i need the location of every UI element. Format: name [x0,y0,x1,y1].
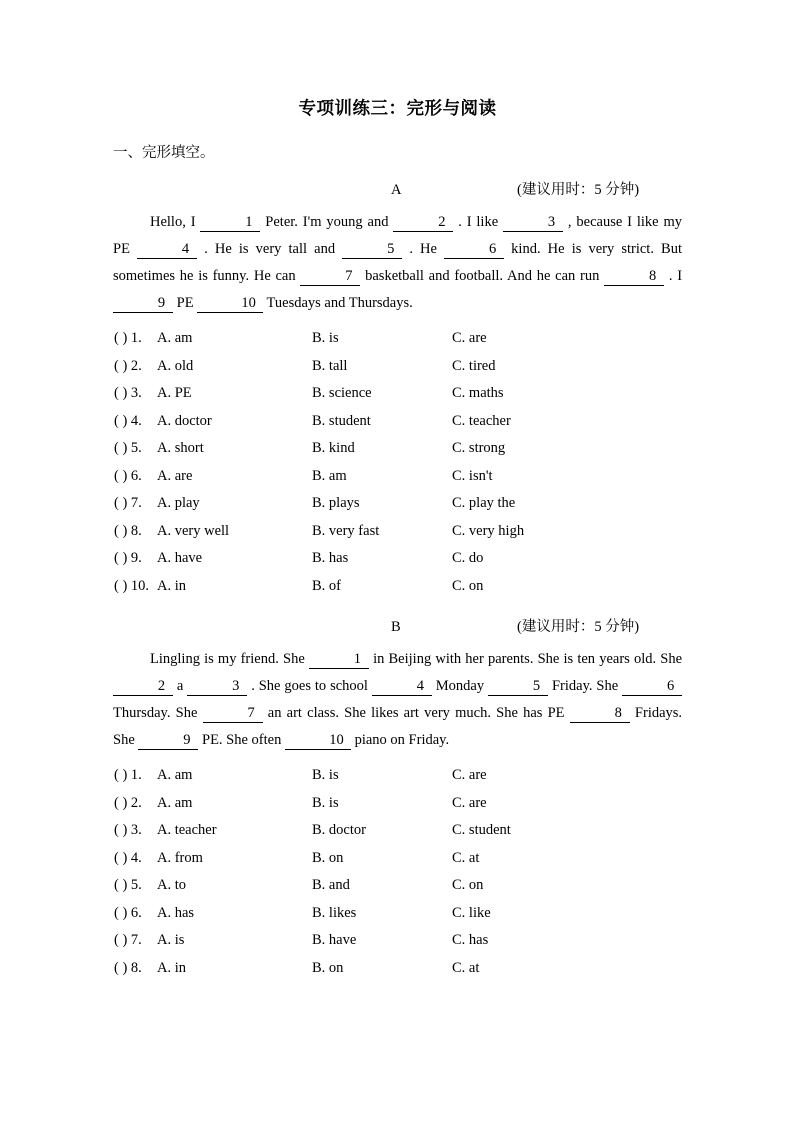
answer-blank-9[interactable]: 9 [113,295,173,313]
part-header-b [113,614,682,641]
option-a[interactable]: A. is [157,932,185,948]
option-b[interactable]: B. is [312,330,339,346]
option-c[interactable]: C. are [452,794,487,811]
answer-bracket[interactable]: ( ) 3. [114,822,142,838]
answer-bracket[interactable]: ( ) 8. [114,522,142,539]
question-row [113,463,682,491]
option-b[interactable]: B. has [312,550,349,566]
answer-blank-8[interactable]: 8 [570,705,630,723]
option-c[interactable]: C. teacher [452,412,511,429]
option-b[interactable]: B. student [312,412,371,429]
part-letter-a: A [391,182,402,198]
answer-bracket[interactable]: ( ) 10. [114,577,150,594]
option-b[interactable]: B. is [312,794,339,811]
part-header-a [113,177,682,204]
answer-bracket[interactable]: ( ) 5. [114,877,142,893]
part-suggested-time-a: (建议用时：5 分钟) [517,182,640,198]
answer-blank-1[interactable]: 1 [200,214,260,232]
answer-blank-2[interactable]: 2 [113,678,173,696]
passage-text-run: a [176,678,184,694]
answer-bracket[interactable]: ( ) 1. [114,767,142,783]
option-a[interactable]: A. has [157,904,195,921]
option-b[interactable]: B. kind [312,440,355,456]
answer-bracket[interactable]: ( ) 5. [114,440,142,456]
option-c[interactable]: C. are [452,330,487,346]
option-c[interactable]: C. very high [452,522,525,539]
question-row [113,817,682,845]
answer-blank-5[interactable]: 5 [342,241,402,259]
passage-text-run: Monday [435,678,485,694]
option-b[interactable]: B. science [312,385,372,401]
passage-a [113,204,682,317]
question-row [113,490,682,518]
option-a[interactable]: A. from [157,849,203,866]
option-a[interactable]: A. am [157,330,193,346]
passage-text-run: . He [409,241,437,257]
answer-blank-8[interactable]: 8 [604,268,664,286]
question-row [113,955,682,983]
option-a[interactable]: A. in [157,959,186,976]
passage-text-run: . I [668,268,683,284]
section-heading-cloze: 一、完形填空。 [113,145,215,161]
question-row [113,790,682,818]
option-c[interactable]: C. at [452,959,480,976]
answer-blank-2[interactable]: 2 [393,214,453,232]
question-list-b [113,754,682,982]
passage-text-run: PE [176,295,194,311]
answer-bracket[interactable]: ( ) 4. [114,412,142,429]
passage-text-run: piano on Friday. [354,732,450,748]
passage-text-run: Fridays. She [113,705,683,748]
question-row [113,927,682,955]
option-b[interactable]: B. very fast [312,522,380,539]
option-a[interactable]: A. teacher [157,822,217,838]
option-a[interactable]: A. play [157,495,200,511]
passage-text-run: in Beijing with her parents. She is ten years old. She [373,651,683,667]
option-b[interactable]: B. plays [312,495,360,511]
option-b[interactable]: B. and [312,877,350,893]
option-b[interactable]: B. is [312,767,339,783]
question-row [113,573,682,601]
answer-bracket[interactable]: ( ) 3. [114,385,142,401]
option-c[interactable]: C. has [452,932,489,948]
answer-blank-7[interactable]: 7 [203,705,263,723]
answer-blank-6[interactable]: 6 [622,678,682,696]
question-row [113,408,682,436]
answer-blank-10[interactable]: 10 [285,732,351,750]
option-a[interactable]: A. very well [157,522,230,539]
answer-blank-3[interactable]: 3 [503,214,563,232]
option-a[interactable]: A. am [157,767,193,783]
option-c[interactable]: C. tired [452,357,496,374]
question-row [113,845,682,873]
answer-bracket[interactable]: ( ) 4. [114,849,142,866]
option-c[interactable]: C. maths [452,385,504,401]
question-row [113,545,682,573]
answer-bracket[interactable]: ( ) 2. [114,357,142,374]
passage-text-run: Friday. She [551,678,619,694]
option-c[interactable]: C. like [452,904,491,921]
question-row [113,518,682,546]
question-row [113,872,682,900]
option-c[interactable]: C. on [452,577,484,594]
passage-text-run: Peter. I'm young and [265,214,389,230]
answer-bracket[interactable]: ( ) 2. [114,794,142,811]
answer-blank-4[interactable]: 4 [372,678,432,696]
part-suggested-time-b: (建议用时：5 分钟) [517,619,640,635]
answer-bracket[interactable]: ( ) 7. [114,495,142,511]
answer-blank-7[interactable]: 7 [300,268,360,286]
question-row [113,900,682,928]
option-b[interactable]: B. likes [312,904,357,921]
option-a[interactable]: A. short [157,440,204,456]
option-c[interactable]: C. strong [452,440,506,456]
passage-text-run: . She goes to school [251,678,368,694]
passage-text-run: Thursday. She [113,705,198,721]
option-a[interactable]: A. am [157,794,193,811]
question-row [113,353,682,381]
passage-text-run: , because I like my PE [113,214,683,257]
option-a[interactable]: A. in [157,577,186,594]
answer-bracket[interactable]: ( ) 8. [114,959,142,976]
option-c[interactable]: C. isn't [452,467,493,484]
answer-blank-4[interactable]: 4 [137,241,197,259]
passage-text-run: PE. She often [202,732,282,748]
option-a[interactable]: A. doctor [157,412,212,429]
passage-text-run: kind. He is very strict. But sometimes he is funny. He can [113,241,683,284]
passage-b-body [113,646,682,754]
option-a[interactable]: A. PE [157,385,192,401]
option-c[interactable]: C. at [452,849,480,866]
passage-text-run: Tuesdays and Thursdays. [266,295,413,311]
page-title: 专项训练三：完形与阅读 [298,98,497,118]
answer-blank-10[interactable]: 10 [197,295,263,313]
passage-text-run: . I like [458,214,499,230]
option-b[interactable]: B. of [312,577,341,594]
passage-text-run: an art class. She likes art very much. She has PE [267,705,565,721]
answer-blank-3[interactable]: 3 [187,678,247,696]
answer-bracket[interactable]: ( ) 6. [114,904,142,921]
option-b[interactable]: B. have [312,932,357,948]
passage-text-run: Hello, I [150,214,196,230]
option-b[interactable]: B. on [312,849,344,866]
question-list-a [113,317,682,600]
answer-blank-9[interactable]: 9 [138,732,198,750]
option-c[interactable]: C. on [452,877,484,893]
answer-blank-6[interactable]: 6 [444,241,504,259]
passage-b [113,641,682,754]
option-c[interactable]: C. are [452,767,487,783]
answer-blank-1[interactable]: 1 [309,651,369,669]
answer-bracket[interactable]: ( ) 1. [114,330,142,346]
answer-bracket[interactable]: ( ) 9. [114,550,142,566]
option-a[interactable]: A. have [157,550,203,566]
option-b[interactable]: B. tall [312,357,348,374]
option-b[interactable]: B. doctor [312,822,366,838]
passage-text-run: . He is very tall and [204,241,336,257]
question-row [113,325,682,353]
option-a[interactable]: A. old [157,357,194,374]
answer-bracket[interactable]: ( ) 6. [114,467,142,484]
question-row [113,762,682,790]
option-b[interactable]: B. am [312,467,347,484]
option-b[interactable]: B. on [312,959,344,976]
answer-blank-5[interactable]: 5 [488,678,548,696]
question-row [113,435,682,463]
option-c[interactable]: C. student [452,822,511,838]
question-row [113,380,682,408]
answer-bracket[interactable]: ( ) 7. [114,932,142,948]
part-letter-b: B [391,619,401,635]
passage-text-run: basketball and football. And he can run [365,268,600,284]
option-a[interactable]: A. to [157,877,186,893]
page-content [113,0,682,982]
option-c[interactable]: C. do [452,550,484,566]
option-c[interactable]: C. play the [452,495,516,511]
option-a[interactable]: A. are [157,467,193,484]
passage-text-run: Lingling is my friend. She [150,651,305,667]
passage-a-body [113,209,682,317]
